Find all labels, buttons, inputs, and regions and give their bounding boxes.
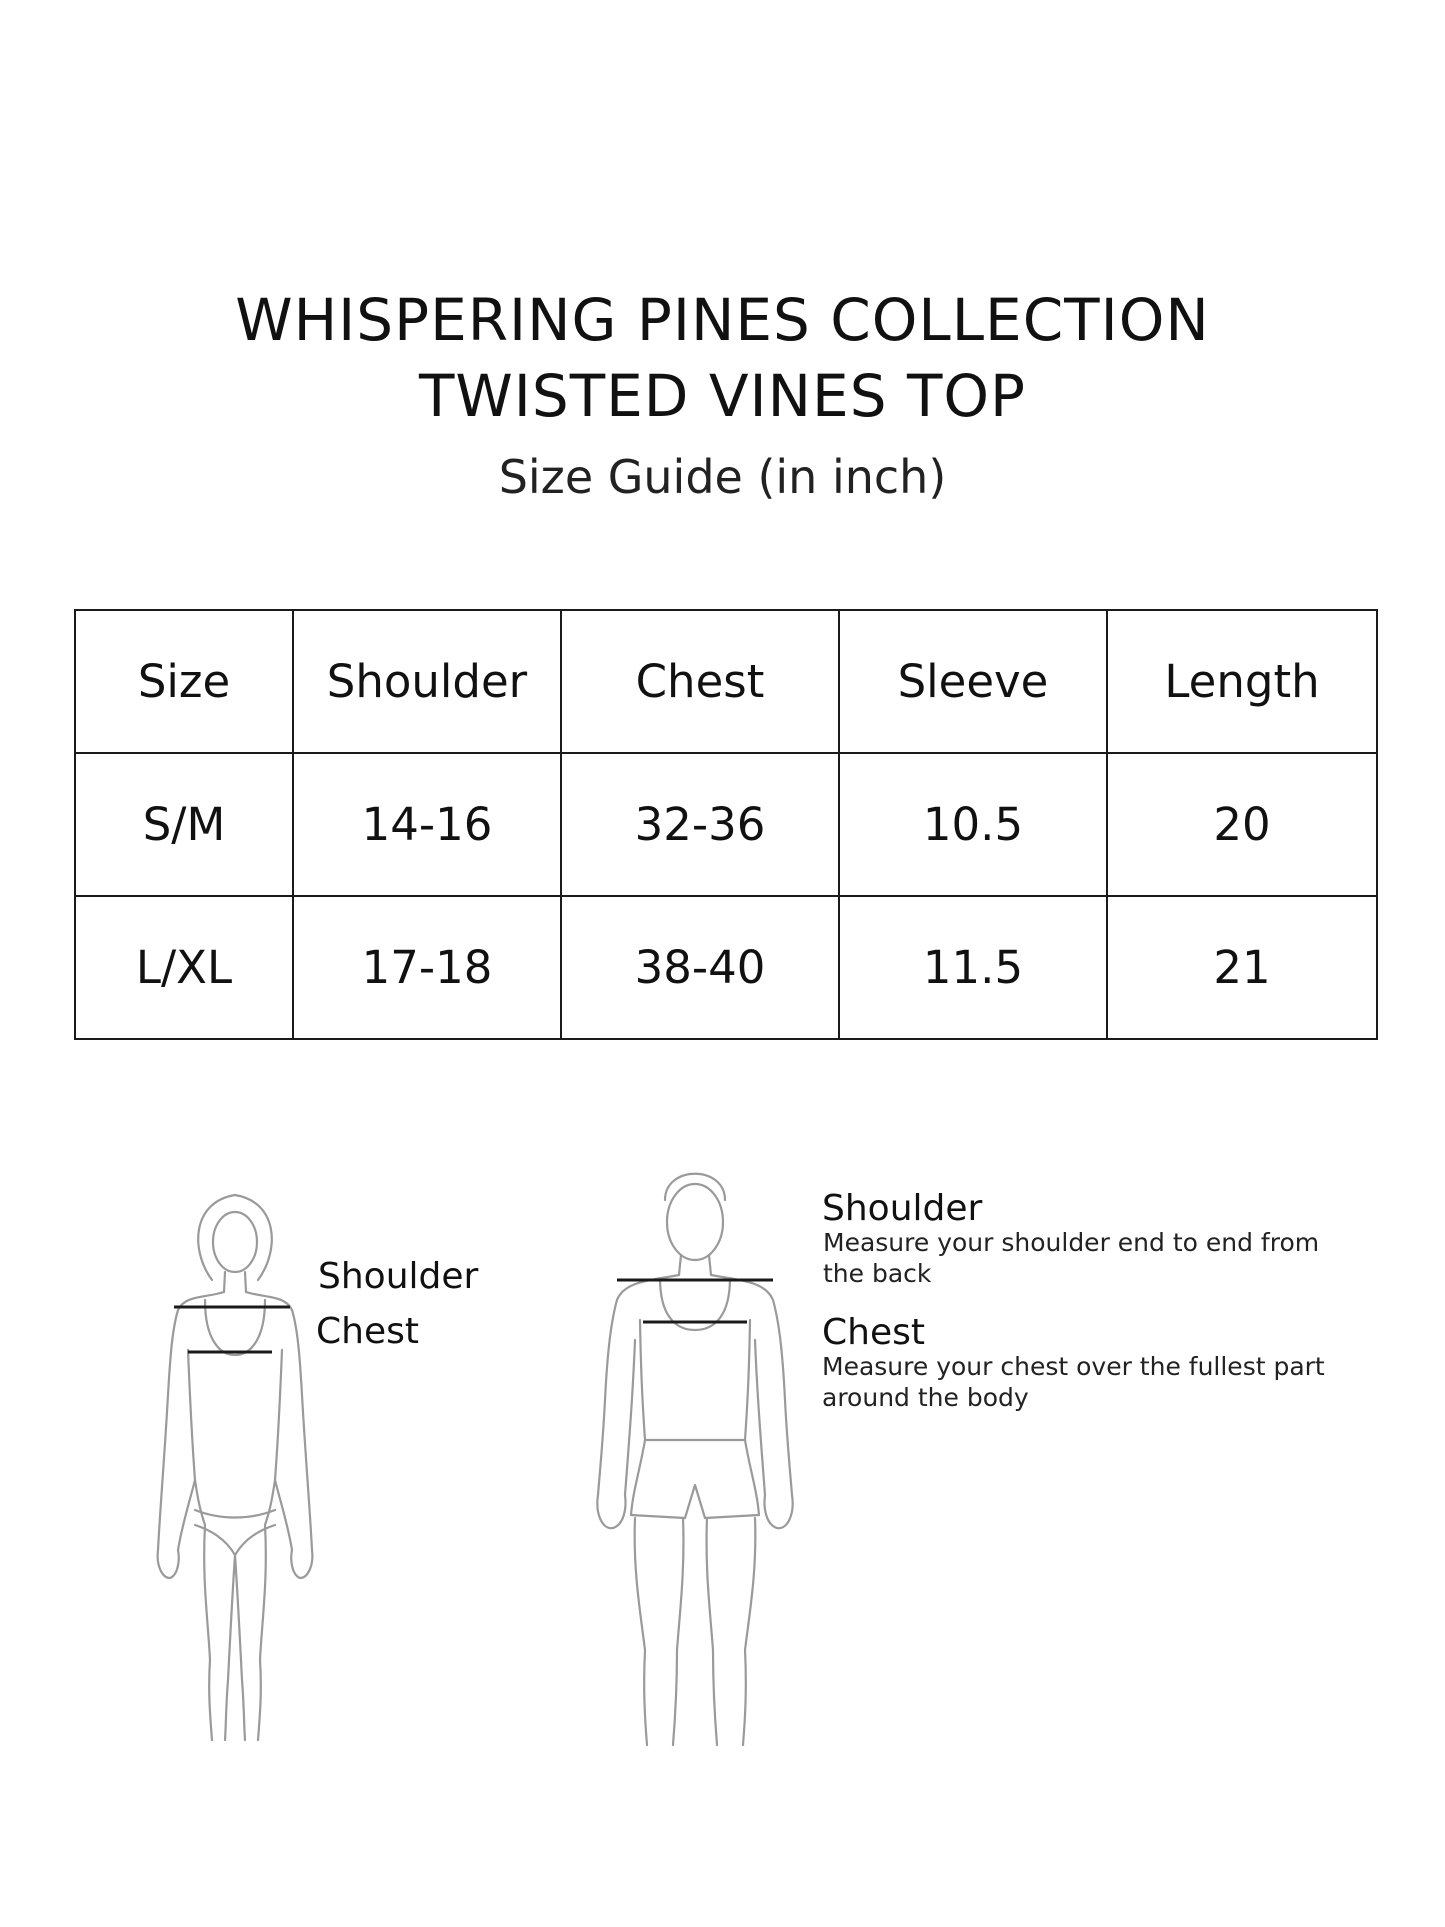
female-figure-illustration bbox=[150, 1180, 320, 1750]
column-header-sleeve: Sleeve bbox=[839, 610, 1107, 753]
male-shoulder-description: Measure your shoulder end to end from the back bbox=[823, 1228, 1320, 1288]
male-chest-title: Chest bbox=[822, 1312, 925, 1353]
cell-shoulder: 14-16 bbox=[293, 753, 561, 896]
column-header-size: Size bbox=[75, 610, 293, 753]
table-header-row bbox=[75, 610, 1377, 753]
cell-length: 20 bbox=[1107, 753, 1377, 896]
cell-sleeve: 10.5 bbox=[839, 753, 1107, 896]
cell-chest: 38-40 bbox=[561, 896, 839, 1039]
size-table bbox=[74, 609, 1378, 1040]
cell-size: S/M bbox=[75, 753, 293, 896]
cell-sleeve: 11.5 bbox=[839, 896, 1107, 1039]
cell-size: L/XL bbox=[75, 896, 293, 1039]
collection-title: WHISPERING PINES COLLECTION bbox=[235, 286, 1210, 354]
column-header-length: Length bbox=[1107, 610, 1377, 753]
male-figure-illustration bbox=[595, 1140, 795, 1760]
size-guide-subtitle: Size Guide (in inch) bbox=[498, 450, 947, 504]
cell-shoulder: 17-18 bbox=[293, 896, 561, 1039]
table-row bbox=[75, 896, 1377, 1039]
table-row bbox=[75, 753, 1377, 896]
cell-chest: 32-36 bbox=[561, 753, 839, 896]
male-chest-description: Measure your chest over the fullest part around the body bbox=[822, 1352, 1325, 1412]
male-shoulder-title: Shoulder bbox=[822, 1188, 983, 1229]
female-shoulder-label: Shoulder bbox=[318, 1256, 479, 1297]
cell-length: 21 bbox=[1107, 896, 1377, 1039]
column-header-chest: Chest bbox=[561, 610, 839, 753]
female-chest-label: Chest bbox=[316, 1311, 419, 1352]
column-header-shoulder: Shoulder bbox=[293, 610, 561, 753]
product-title: TWISTED VINES TOP bbox=[419, 362, 1026, 430]
